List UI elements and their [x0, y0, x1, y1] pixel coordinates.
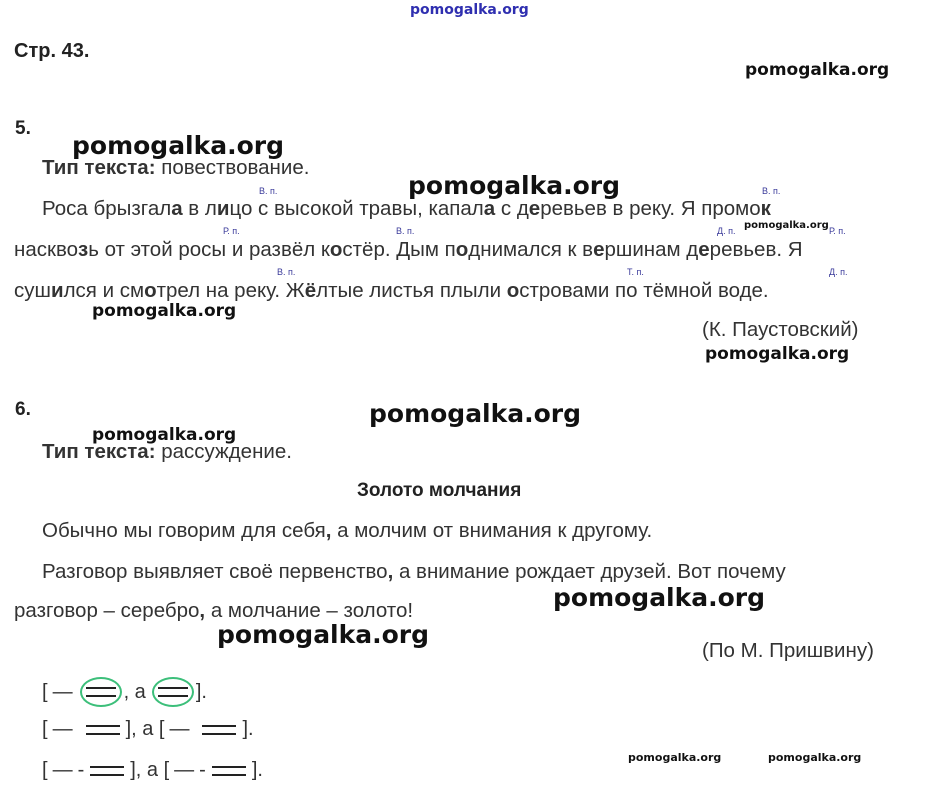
- case-annotation: Р. п.: [223, 226, 240, 236]
- case-annotation: Д. п.: [829, 267, 848, 277]
- text-type-5: [42, 156, 309, 180]
- predicate-underline: [158, 687, 188, 697]
- case-annotation: Р. п.: [829, 226, 846, 236]
- predicate-underline: [212, 766, 246, 776]
- watermark: pomogalka.org: [217, 620, 430, 649]
- watermark: pomogalka.org: [705, 344, 850, 364]
- text-line-1: Роса брызгала в лицо с высокой травы, капала с деревьев в реку. Я промок: [42, 197, 771, 220]
- watermark: pomogalka.org: [369, 399, 582, 428]
- text-line-3: разговор – серебро, а молчание – золото!: [14, 599, 414, 622]
- text-title: Золото молчания: [357, 480, 522, 501]
- sentence-schema-2: [ — ], а [ — ].: [42, 718, 254, 740]
- text-line-1: Обычно мы говорим для себя, а молчим от внимания к другому.: [42, 519, 653, 542]
- case-annotation: В. п.: [396, 226, 415, 236]
- exercise-number-6: 6.: [15, 399, 31, 420]
- watermark: pomogalka.org: [628, 751, 722, 764]
- sentence-schema-1: [ — , а ].: [42, 677, 207, 707]
- watermark: pomogalka.org: [92, 425, 237, 445]
- text-line-3: сушился и смотрел на реку. Жёлтые листья плыли островами по тёмной воде.: [14, 279, 769, 302]
- sentence-schema-3: [ — - ], а [ — - ].: [42, 759, 263, 781]
- watermark: pomogalka.org: [72, 131, 285, 160]
- case-annotation: В. п.: [762, 186, 781, 196]
- predicate-underline: [90, 766, 124, 776]
- case-annotation: В. п.: [277, 267, 296, 277]
- watermark: pomogalka.org: [768, 751, 862, 764]
- page-header: Стр. 43.: [14, 40, 90, 62]
- text-type-value: рассуждение.: [155, 440, 292, 463]
- watermark: pomogalka.org: [408, 171, 621, 200]
- author-6: (По М. Пришвину): [702, 639, 874, 662]
- case-annotation: В. п.: [259, 186, 278, 196]
- watermark: pomogalka.org: [744, 220, 829, 231]
- author-5: (К. Паустовский): [702, 318, 859, 341]
- predicate-underline: [202, 725, 236, 735]
- text-type-label: Тип текста:: [42, 156, 156, 179]
- circled-predicate: [80, 677, 122, 707]
- exercise-number-5: 5.: [15, 118, 31, 139]
- watermark-top: pomogalka.org: [410, 2, 529, 18]
- watermark: pomogalka.org: [745, 60, 890, 80]
- text-type-6: [42, 440, 292, 464]
- case-annotation: Д. п.: [717, 226, 736, 236]
- text-type-value: повествование.: [155, 156, 310, 179]
- text-line-2: Разговор выявляет своё первенство, а внимание рождает друзей. Вот почему: [42, 560, 786, 583]
- text-line-2: насквозь от этой росы и развёл костёр. Дым поднимался к вершинам деревьев. Я: [14, 238, 803, 261]
- circled-predicate: [152, 677, 194, 707]
- watermark: pomogalka.org: [553, 583, 766, 612]
- predicate-underline: [86, 725, 120, 735]
- watermark: pomogalka.org: [92, 301, 237, 321]
- text-type-label: Тип текста:: [42, 440, 156, 463]
- predicate-underline: [86, 687, 116, 697]
- case-annotation: Т. п.: [627, 267, 644, 277]
